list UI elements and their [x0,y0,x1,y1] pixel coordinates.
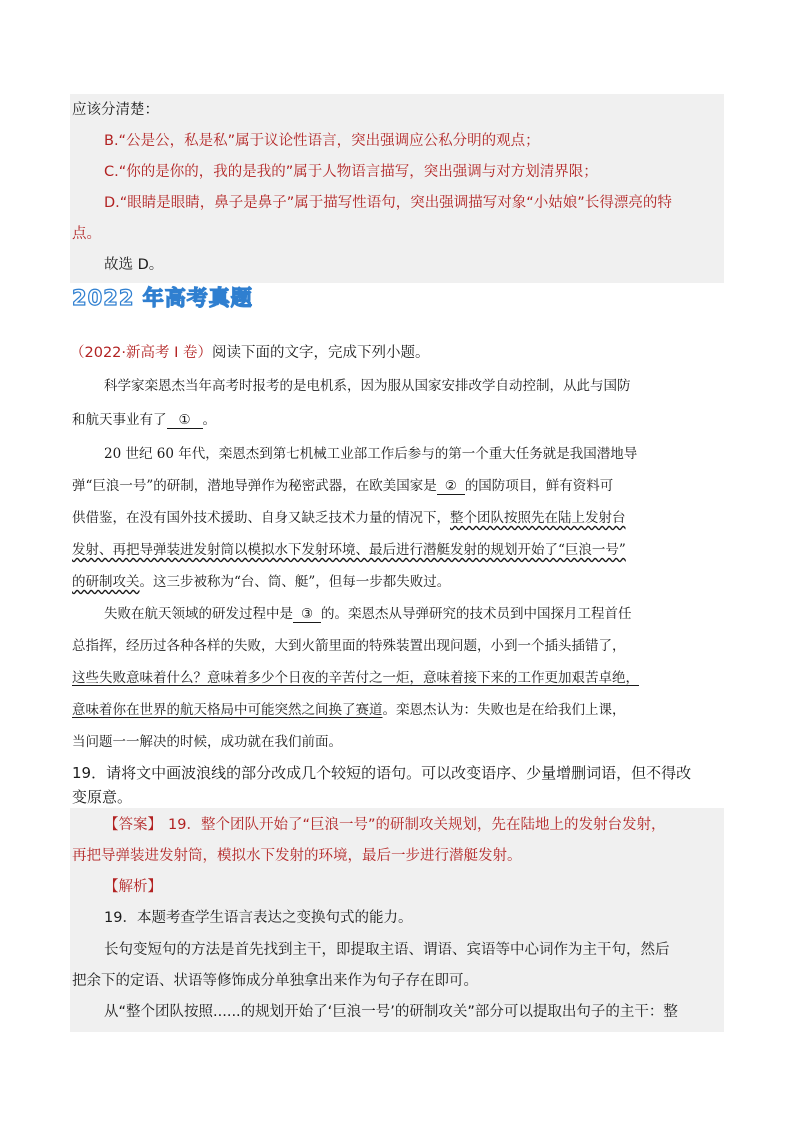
analysis-option-b: B.“公是公，私是私”属于议论性语言，突出强调应公私分明的观点； [104,133,540,149]
underlined-text: 这些失败意味着什么？意味着多少个日夜的辛苦付之一炬，意味着接下来的工作更加艰苦卓绝， [72,670,639,686]
passage-p2-line2 [72,476,613,496]
wavy-underlined-text: 的研制攻关 [72,574,140,590]
question-19-line1: 19．请将文中画波浪线的部分改成几个较短的语句。可以改变语序、少量增删词语，但不得改 [72,764,692,782]
question-source [70,343,430,363]
answer-line1 [104,815,665,835]
passage-p1-line2 [72,410,216,430]
analysis-line3: 把余下的定语、状语等修饰成分单独拿出来作为句子存在即可。 [72,973,478,989]
passage-p3-line2: 总指挥，经历过各种各样的失败，大到火箭里面的特殊装置出现问题，小到一个插头插错了， [72,638,626,654]
passage-text: 。 [202,412,216,428]
blank-3: ③ [293,606,321,623]
answer-text: 19．整个团队开始了“巨浪一号”的研制攻关规划，先在陆地上的发射台发射， [168,817,666,833]
analysis-line2: 长句变短句的方法是首先找到主干，即提取主语、谓语、宾语等中心词作为主干句，然后 [104,942,670,958]
passage-text: 的国防项目，鲜有资料可 [464,478,614,494]
analysis-option-c: C.“你的是你的，我的是我的”属于人物语言描写，突出强调与对方划清界限； [104,164,598,180]
blank-1: ① [167,412,203,429]
analysis-option-d-line1: D.“眼睛是眼睛，鼻子是鼻子”属于描写性语句，突出强调描写对象“小姑娘”长得漂亮的特 [104,195,672,211]
passage-p2-line1: 20 世纪 60 年代，栾恩杰到第七机械工业部工作后参与的第一个重大任务就是我国潜地导 [104,446,638,462]
underlined-text: 意味着你在世界的航天格局中可能突然之间换了赛道 [72,702,383,718]
analysis-intro: 应该分清楚： [72,102,159,118]
source-instruction: 阅读下面的文字，完成下列小题。 [212,345,430,361]
passage-text: 。栾恩杰认为：失败也是在给我们上课， [382,702,626,718]
passage-text: 失败在航天领域的研发过程中是 [104,606,293,622]
analysis-block-top [70,94,724,283]
passage-p2-line5 [72,572,450,592]
source-tag: （2022·新高考 I 卷） [70,345,213,361]
passage-text: 。这三步被称为“台、筒、艇”，但每一步都失败过。 [139,574,451,590]
analysis-line1: 19．本题考查学生语言表达之变换句式的能力。 [104,910,413,926]
passage-p2-line3 [72,508,626,528]
wavy-underlined-text: 发射、再把导弹装进发射筒以模拟水下发射环境、最后进行潜艇发射的规划开始了“巨浪一号” [72,542,626,558]
passage-text: 和航天事业有了 [72,412,167,428]
passage-p1-line1: 科学家栾恩杰当年高考时报考的是电机系，因为服从国家安排改学自动控制，从此与国防 [104,378,631,394]
question-19-line2: 变原意。 [72,788,133,806]
answer-label: 【答案】 [104,817,162,833]
passage-text: 供借鉴，在没有国外技术援助、自身又缺乏技术力量的情况下， [72,510,450,526]
section-heading: 2022 年高考真题 [72,286,253,310]
passage-text: 弹“巨浪一号”的研制，潜地导弹作为秘密武器，在欧美国家是 [72,478,437,494]
analysis-conclusion: 故选 D。 [104,257,164,273]
wavy-underlined-text: 整个团队按照先在陆上发射台 [450,510,626,526]
analysis-option-d-line2: 点。 [72,226,101,242]
passage-p3-line5: 当问题一一解决的时候，成功就在我们前面。 [72,734,342,750]
answer-line2: 再把导弹装进发射筒，模拟水下发射的环境，最后一步进行潜艇发射。 [72,848,522,864]
passage-p3-line4 [72,700,626,720]
analysis-line4: 从“整个团队按照......的规划开始了‘巨浪一号’的研制攻关”部分可以提取出句子的主干：整 [104,1004,678,1020]
passage-p3-line1 [104,604,632,624]
blank-2: ② [437,478,465,495]
passage-text: 的。栾恩杰从导弹研究的技术员到中国探月工程首任 [321,606,632,622]
analysis-label: 【解析】 [104,879,162,895]
